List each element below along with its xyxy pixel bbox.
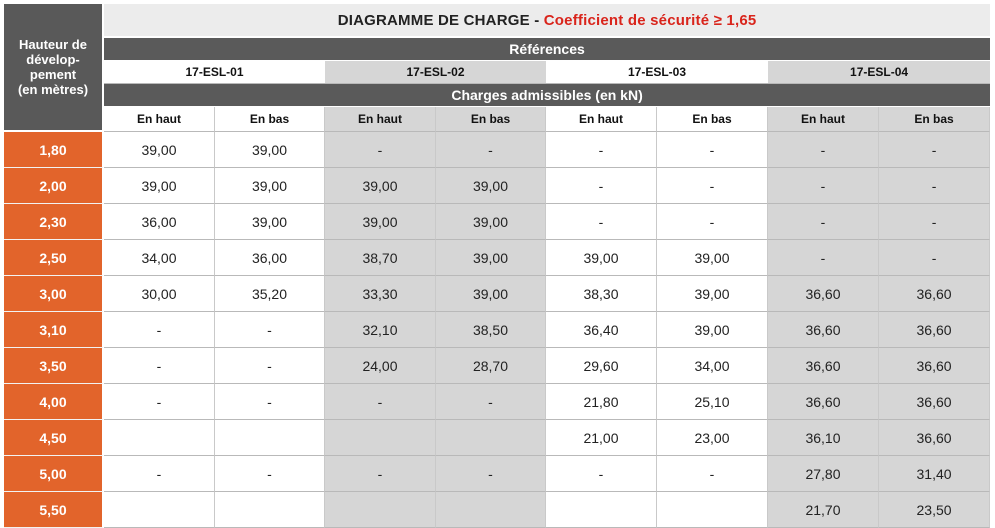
load-cell-bottom: - <box>879 240 990 276</box>
height-cell: 3,50 <box>4 348 104 384</box>
height-cell: 4,00 <box>4 384 104 420</box>
height-header <box>4 4 104 132</box>
sub-header-top: En haut <box>325 107 436 132</box>
load-cell-top: 21,70 <box>768 492 879 528</box>
height-header-line: (en mètres) <box>17 82 89 97</box>
load-cell-bottom: 25,10 <box>657 384 768 420</box>
sub-header-bottom: En bas <box>657 107 768 132</box>
reference-header: 17-ESL-03 <box>546 61 768 84</box>
load-cell-top: - <box>768 240 879 276</box>
load-cell-top: - <box>104 456 215 492</box>
table-row <box>4 132 990 168</box>
load-cell-top: 36,40 <box>546 312 657 348</box>
title-main: DIAGRAMME DE CHARGE - <box>337 11 544 29</box>
load-cell-bottom: 36,60 <box>879 420 990 456</box>
sub-header-bottom: En bas <box>436 107 546 132</box>
load-cell-top: 27,80 <box>768 456 879 492</box>
load-cell-top: - <box>325 384 436 420</box>
height-cell: 2,00 <box>4 168 104 204</box>
load-cell-bottom: 39,00 <box>436 204 546 240</box>
sub-header-bottom: En bas <box>215 107 325 132</box>
height-header-line: Hauteur de <box>19 37 87 52</box>
load-cell-bottom: 39,00 <box>436 276 546 312</box>
load-cell-bottom: - <box>879 204 990 240</box>
load-cell-bottom <box>436 420 546 456</box>
load-cell-top: 30,00 <box>104 276 215 312</box>
height-cell: 5,00 <box>4 456 104 492</box>
load-cell-top: - <box>325 456 436 492</box>
load-cell-bottom: 23,50 <box>879 492 990 528</box>
load-cell-top <box>325 492 436 528</box>
load-cell-top: 39,00 <box>104 132 215 168</box>
load-cell-top: 38,30 <box>546 276 657 312</box>
height-cell: 1,80 <box>4 132 104 168</box>
load-cell-top: - <box>104 348 215 384</box>
reference-header: 17-ESL-02 <box>325 61 546 84</box>
load-cell-top: - <box>546 168 657 204</box>
load-cell-bottom: 36,60 <box>879 312 990 348</box>
load-cell-top: 36,00 <box>104 204 215 240</box>
load-cell-top: - <box>546 204 657 240</box>
load-cell-top: 34,00 <box>104 240 215 276</box>
load-cell-bottom: 39,00 <box>436 240 546 276</box>
load-cell-top: 38,70 <box>325 240 436 276</box>
load-cell-bottom <box>215 492 325 528</box>
sub-header-bottom: En bas <box>879 107 990 132</box>
reference-header: 17-ESL-01 <box>104 61 325 84</box>
title-safety-coefficient: Coefficient de sécurité ≥ 1,65 <box>543 11 757 29</box>
load-cell-top: 36,60 <box>768 348 879 384</box>
load-cell-bottom: - <box>215 312 325 348</box>
height-cell: 5,50 <box>4 492 104 528</box>
height-cell: 3,10 <box>4 312 104 348</box>
load-cell-bottom: 23,00 <box>657 420 768 456</box>
load-cell-bottom: - <box>436 456 546 492</box>
load-cell-top: 36,60 <box>768 276 879 312</box>
load-cell-bottom <box>215 420 325 456</box>
table-body <box>4 132 990 528</box>
height-cell: 4,50 <box>4 420 104 456</box>
load-cell-bottom: 34,00 <box>657 348 768 384</box>
references-band: Références <box>104 38 990 61</box>
load-cell-top: 36,60 <box>768 384 879 420</box>
load-cell-top <box>325 420 436 456</box>
table-row <box>4 276 990 312</box>
load-cell-top: 21,80 <box>546 384 657 420</box>
load-cell-bottom: - <box>215 348 325 384</box>
load-cell-bottom: 36,60 <box>879 384 990 420</box>
sub-header-top: En haut <box>104 107 215 132</box>
table-row <box>4 456 990 492</box>
load-cell-bottom: 39,00 <box>215 204 325 240</box>
load-cell-bottom: - <box>657 132 768 168</box>
table-row <box>4 168 990 204</box>
load-cell-bottom: 31,40 <box>879 456 990 492</box>
load-cell-bottom: 36,00 <box>215 240 325 276</box>
load-cell-top <box>546 492 657 528</box>
load-cell-bottom: - <box>879 132 990 168</box>
table-row <box>4 312 990 348</box>
height-cell: 2,50 <box>4 240 104 276</box>
charges-band: Charges admissibles (en kN) <box>104 84 990 107</box>
load-cell-top: - <box>546 456 657 492</box>
load-cell-top: 39,00 <box>546 240 657 276</box>
load-cell-top: - <box>546 132 657 168</box>
table-row <box>4 492 990 528</box>
load-cell-bottom: - <box>657 204 768 240</box>
load-cell-bottom: 28,70 <box>436 348 546 384</box>
load-cell-bottom: 35,20 <box>215 276 325 312</box>
load-cell-top: - <box>104 384 215 420</box>
load-cell-top: 24,00 <box>325 348 436 384</box>
load-chart-table <box>4 4 990 528</box>
load-cell-bottom: 39,00 <box>436 168 546 204</box>
load-cell-top: 36,10 <box>768 420 879 456</box>
chart-title <box>104 4 990 38</box>
load-cell-bottom <box>436 492 546 528</box>
load-cell-bottom: - <box>879 168 990 204</box>
load-cell-top: 33,30 <box>325 276 436 312</box>
table-row <box>4 240 990 276</box>
load-cell-top: - <box>325 132 436 168</box>
load-cell-bottom: 39,00 <box>657 276 768 312</box>
load-cell-top: 21,00 <box>546 420 657 456</box>
load-cell-bottom: 38,50 <box>436 312 546 348</box>
load-cell-bottom: - <box>436 384 546 420</box>
load-cell-bottom: - <box>215 456 325 492</box>
load-cell-bottom: 39,00 <box>657 312 768 348</box>
table-row <box>4 420 990 456</box>
table-row <box>4 204 990 240</box>
height-header-line: pement <box>29 67 77 82</box>
table-row <box>4 348 990 384</box>
load-cell-top: 39,00 <box>325 204 436 240</box>
load-cell-top: 39,00 <box>325 168 436 204</box>
load-cell-top: - <box>768 132 879 168</box>
load-cell-top: 29,60 <box>546 348 657 384</box>
table-row <box>4 384 990 420</box>
height-cell: 2,30 <box>4 204 104 240</box>
load-cell-top <box>104 420 215 456</box>
sub-header-top: En haut <box>768 107 879 132</box>
height-cell: 3,00 <box>4 276 104 312</box>
load-cell-bottom: - <box>657 456 768 492</box>
load-cell-top <box>104 492 215 528</box>
load-cell-bottom: 36,60 <box>879 348 990 384</box>
load-cell-bottom: - <box>657 168 768 204</box>
load-cell-bottom: - <box>215 384 325 420</box>
load-cell-top: - <box>768 204 879 240</box>
load-cell-top: - <box>768 168 879 204</box>
load-cell-bottom: 39,00 <box>657 240 768 276</box>
reference-header: 17-ESL-04 <box>768 61 990 84</box>
load-cell-bottom: - <box>436 132 546 168</box>
height-header-line: dévelop- <box>26 52 80 67</box>
load-cell-top: 39,00 <box>104 168 215 204</box>
load-cell-top: - <box>104 312 215 348</box>
sub-header-top: En haut <box>546 107 657 132</box>
load-cell-bottom: 39,00 <box>215 132 325 168</box>
load-cell-bottom: 36,60 <box>879 276 990 312</box>
load-cell-top: 36,60 <box>768 312 879 348</box>
load-cell-bottom: 39,00 <box>215 168 325 204</box>
load-cell-bottom <box>657 492 768 528</box>
load-cell-top: 32,10 <box>325 312 436 348</box>
